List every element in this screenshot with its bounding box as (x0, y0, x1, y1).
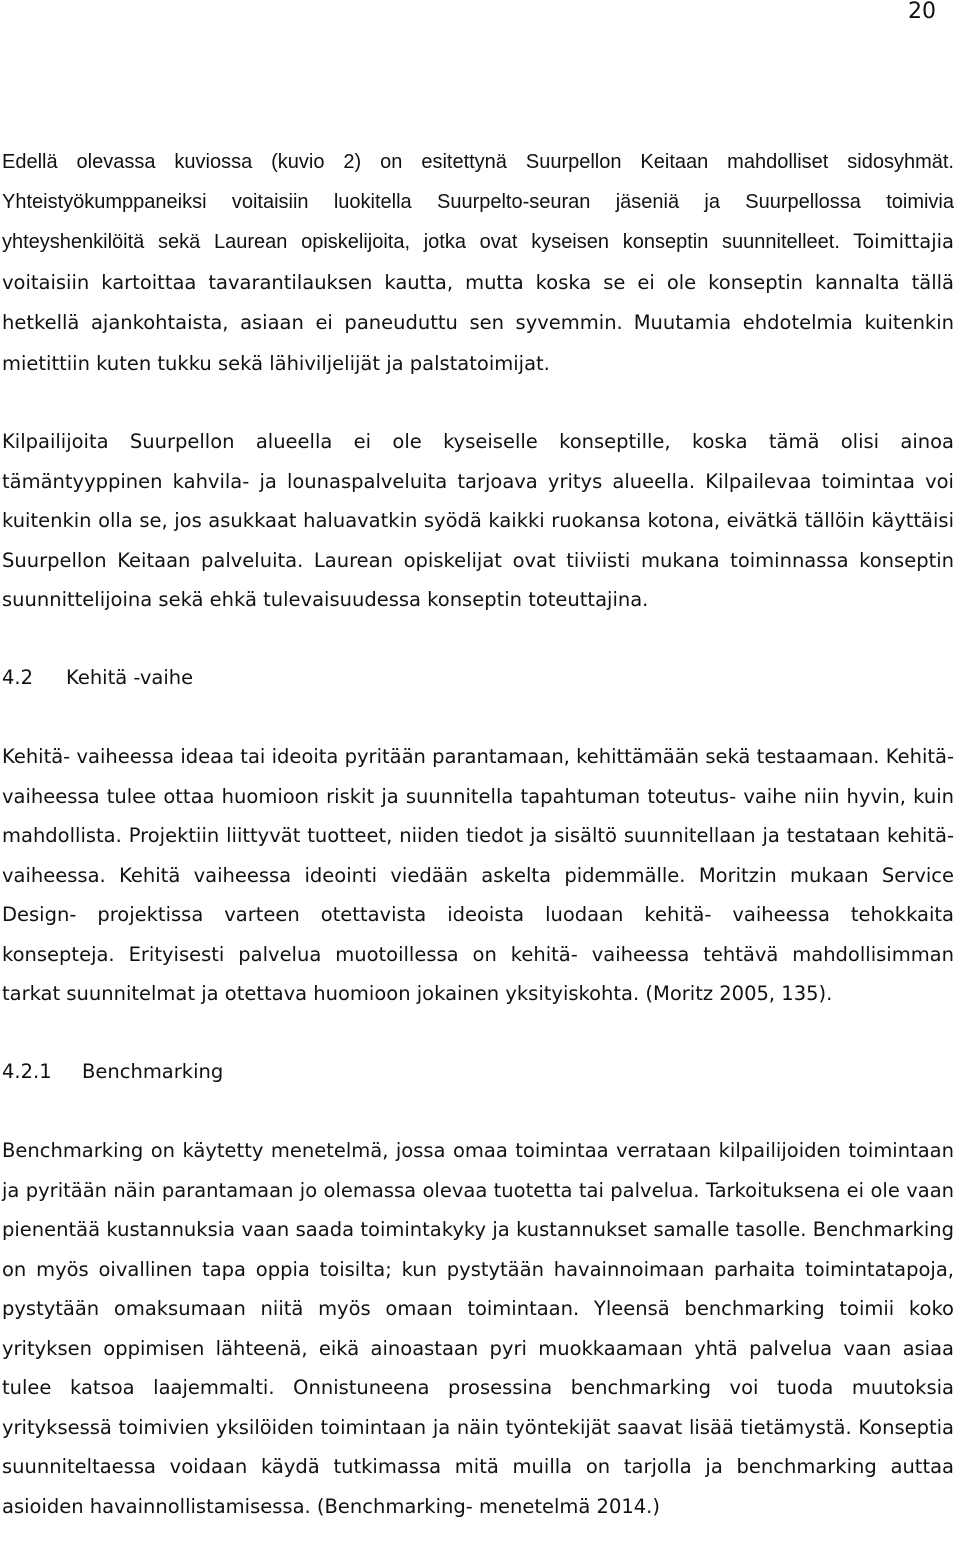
subsection-title: Benchmarking (82, 1059, 224, 1083)
sentence: Yleensä benchmarking toimii koko yrityksen oppimisen lähteenä, eikä ainoastaan pyri muokkaamaan yhtä palvelua vaan asiaa tulee katsoa laajemmalti. (2, 1297, 954, 1399)
sentence: Kilpailijoita Suurpellon alueella ei ole kyseiselle konseptille, koska tämä olisi ainoa tämäntyyppinen kahvila- ja lounaspalveluita tarjoava yritys alueella. (2, 430, 954, 493)
sentence: Laurean opiskelijat ovat tiiviisti mukana toiminnassa konseptin suunnittelijoina sekä ehkä tulevaisuudessa konseptin toteuttajina. (2, 548, 954, 611)
sentence: Erityisesti palvelua muotoillessa on kehitä- vaiheessa tehtävä mahdollisimman tarkat suunnitelmat ja otettava huomioon jokainen yksityiskohta. (Moritz 2005, 135). (2, 942, 954, 1005)
sentence: Moritzin mukaan Service Design- projektissa varteen otettavista ideoista luodaan kehitä- vaiheessa tehokkaita konsepteja. (2, 863, 954, 966)
sentence: Kehitä- vaiheessa ideaa tai ideoita pyritään parantamaan, kehittämään sekä testaamaan. (2, 745, 880, 768)
page-number: 20 (908, 0, 936, 24)
section-heading (2, 658, 954, 698)
sentence: Benchmarking on käytetty menetelmä, jossa omaa toimintaa verrataan kilpailijoiden toimintaan ja pyritään näin parantamaan jo olemassa olevaa tuotetta tai palvelua. (2, 1139, 954, 1202)
sentence: Konseptia suunniteltaessa voidaan käydä tutkimassa mitä muilla on tarjolla ja benchmarking auttaa asioiden havainnollistamisessa. (Benchmarking- menetelmä 2014.) (2, 1415, 954, 1518)
subsection-heading (2, 1052, 954, 1092)
sentence: Tarkoituksena ei ole vaan pienentää kustannuksia vaan saada toimintakyky ja kustannukset samalle tasolle. (2, 1178, 955, 1241)
paragraph-develop-phase (2, 737, 954, 1014)
section-title: Kehitä -vaihe (66, 665, 194, 689)
paragraph-stakeholders (2, 143, 954, 384)
sentence: Muutamia ehdotelmia kuitenkin mietittiin kuten tukku sekä lähiviljelijät ja palstatoimijat. (2, 311, 954, 375)
sentence: Onnistuneena prosessina benchmarking voi tuoda muutoksia yrityksessä toimivien yksilöiden toimintaan ja näin työntekijät saavat lisää tietämystä. (2, 1376, 954, 1439)
sentence: Kehitä vaiheessa ideointi viedään askelta pidemmälle. (119, 863, 686, 887)
paragraph-competitors (2, 422, 954, 620)
sentence: Toimittajia voitaisiin kartoittaa tavarantilauksen kautta, mutta koska se ei ole konseptin kannalta tällä hetkellä ajankohtaista, asiaan ei paneuduttu sen syvemmin. (2, 230, 955, 334)
sentence: Edellä olevassa kuviossa (kuvio 2) on esitettynä Suurpellon Keitaan mahdolliset sidosyhmät. (2, 151, 954, 173)
section-number: 4.2 (2, 665, 34, 689)
document-body (2, 143, 954, 1564)
paragraph-benchmarking (2, 1131, 954, 1526)
sentence: Kilpailevaa toimintaa voi kuitenkin olla se, jos asukkaat haluavatkin syödä kaikki ruokansa kotona, eivätkä tällöin käyttäisi Suurpellon Keitaan palveluita. (2, 469, 954, 572)
sentence: Benchmarking on myös oivallinen tapa oppia toisilta; kun pystytään havainnoimaan parhaita toimintatapoja, pystytään omaksumaan niitä myös omaan toimintaan. (2, 1218, 955, 1320)
subsection-number: 4.2.1 (2, 1059, 52, 1083)
sentence: Projektiin liittyvät tuotteet, niiden tiedot ja sisältö suunnitellaan ja testataan kehitä- vaiheessa. (2, 824, 955, 887)
sentence: Kehitä- vaiheessa tulee ottaa huomioon riskit ja suunnitella tapahtuman toteutus- vaihe niin hyvin, kuin mahdollista. (2, 745, 954, 847)
sentence: Yhteistyökumppaneiksi voitaisiin luokitella Suurpelto-seuran jäseniä ja Suurpellossa toimivia yhteyshenkilöitä sekä Laurean opiskelijoita, jotka ovat kyseisen konseptin suunnitelleet. (2, 190, 954, 253)
